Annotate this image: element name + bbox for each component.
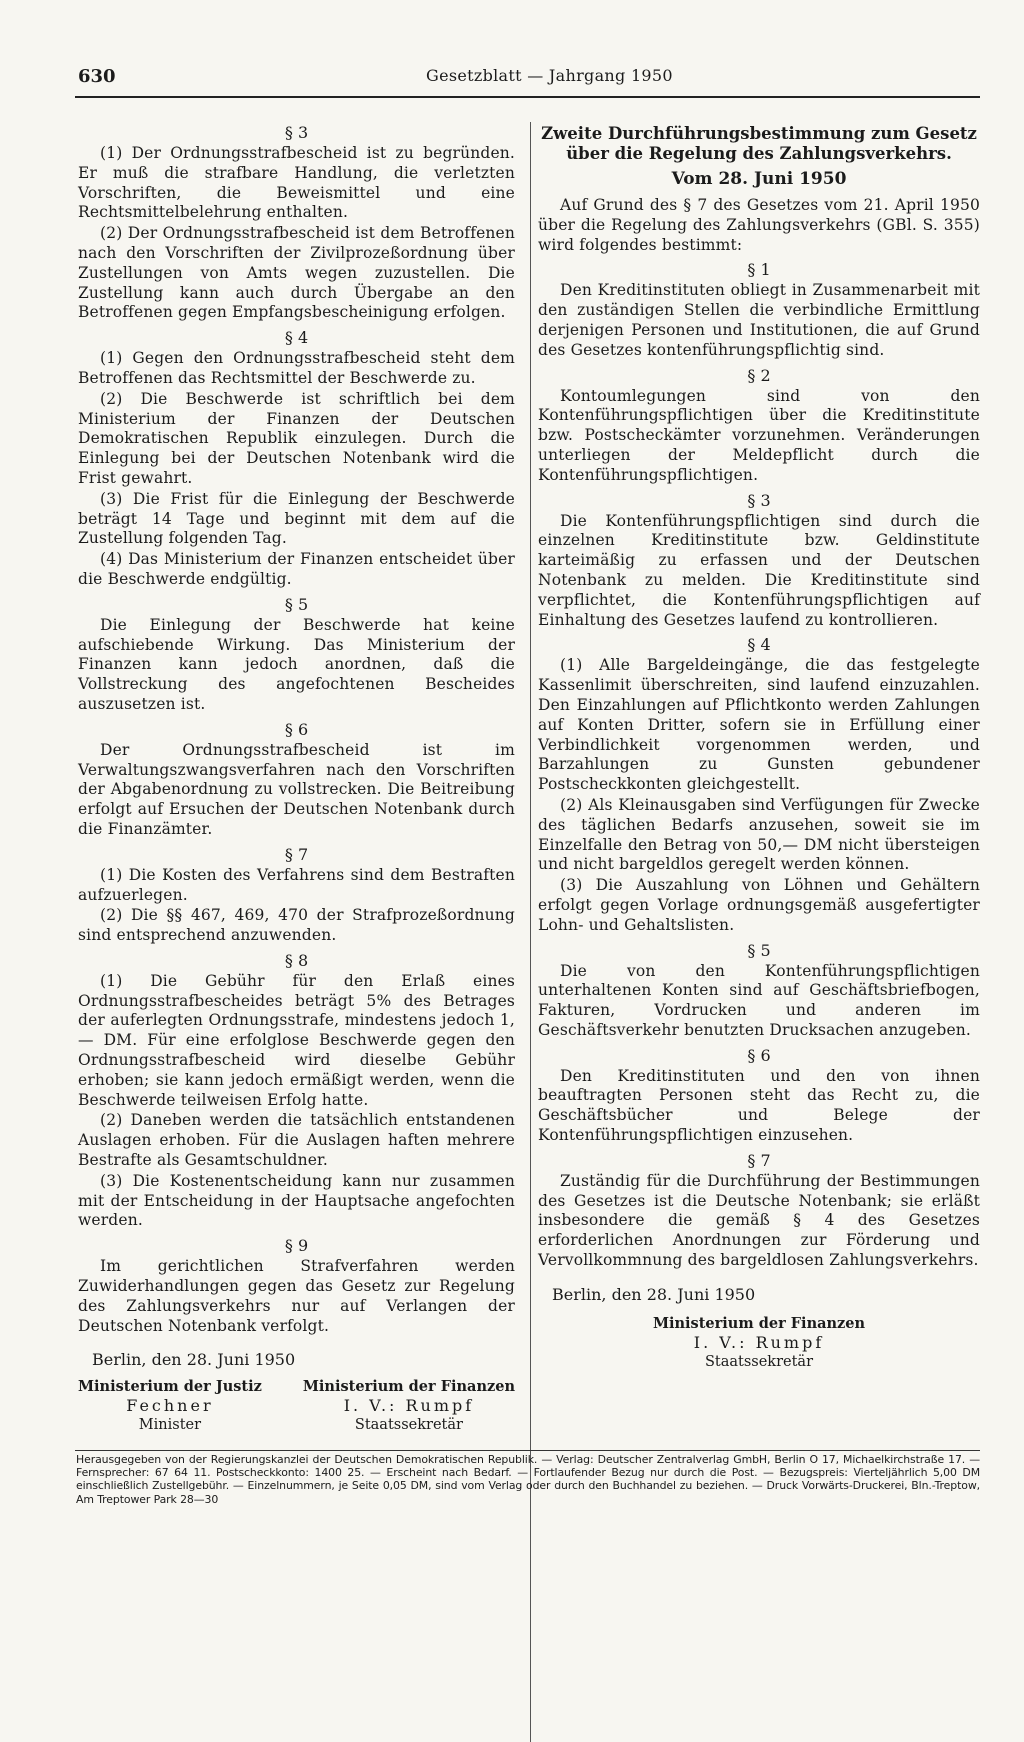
paragraph: (1) Die Gebühr für den Erlaß eines Ordnungsstrafbescheides beträgt 5% des Betrages der auferlegten Ordnungsstrafe, mindestens jedoch 1,— DM. Für eine erfolglose Beschwerde gegen den Ordnungsstrafbescheid wird dieselbe Gebühr erhoben; sie kann jedoch ermäßigt werden, wenn die Beschwerde teilweisen Erfolg hatte. bbox=[78, 971, 515, 1109]
signatory-title: Staatssekretär bbox=[354, 1417, 463, 1434]
paragraph: Der Ordnungsstrafbescheid ist im Verwaltungszwangsverfahren nach den Vorschriften der Abgabenordnung zu vollstrecken. Die Beitreibung erfolgt auf Ersuchen der Deutschen Notenbank durch die Finanzämter. bbox=[78, 740, 515, 838]
paragraph: (1) Gegen den Ordnungsstrafbescheid steht dem Betroffenen das Rechtsmittel der Beschwerde zu. bbox=[78, 349, 515, 387]
signatory-name: Fechner bbox=[126, 1396, 214, 1416]
signatory-name: I. V.: Rumpf bbox=[693, 1332, 825, 1352]
section-heading: § 6 bbox=[747, 1045, 771, 1065]
section-heading: § 2 bbox=[747, 365, 771, 385]
signatory-title: Minister bbox=[138, 1417, 202, 1434]
intro-paragraph: Auf Grund des § 7 des Gesetzes vom 21. April 1950 über die Regelung des Zahlungsverkehrs (GBl. S. 355) wird folgendes bestimmt: bbox=[538, 196, 980, 254]
section-heading: § 1 bbox=[747, 260, 771, 280]
signatory-title: Staatssekretär bbox=[704, 1353, 814, 1370]
paragraph: (3) Die Frist für die Einlegung der Beschwerde beträgt 14 Tage und beginnt mit dem auf die Zustellung folgenden Tag. bbox=[78, 489, 515, 548]
decree-date: Vom 28. Juni 1950 bbox=[671, 169, 847, 189]
paragraph: (2) Die §§ 467, 469, 470 der Strafprozeßordnung sind entsprechend anzuwenden. bbox=[78, 906, 515, 945]
paragraph: Die von den Kontenführungspflichtigen unterhaltenen Konten sind auf Geschäftsbriefbogen, Fakturen, Vordrucken und anderen im Geschäftsverkehr benutzten Drucksachen anzugeben. bbox=[538, 961, 980, 1039]
page-number: 630 bbox=[78, 66, 116, 87]
paragraph: (3) Die Kostenentscheidung kann nur zusammen mit der Entscheidung in der Hauptsache angefochten werden. bbox=[78, 1171, 515, 1230]
ministry-name: Ministerium der Finanzen bbox=[652, 1314, 866, 1332]
paragraph: Den Kreditinstituten und den von ihnen beauftragten Personen steht das Recht zu, die Geschäftsbücher und Belege der Kontenführungspflichtigen einzusehen. bbox=[538, 1066, 980, 1145]
section-heading: § 8 bbox=[284, 950, 309, 970]
left-column bbox=[78, 118, 515, 1434]
section-heading: § 4 bbox=[747, 635, 771, 655]
signature-justice bbox=[78, 1378, 262, 1434]
running-title: Gesetzblatt — Jahrgang 1950 bbox=[426, 66, 673, 85]
section-heading: § 7 bbox=[747, 1150, 771, 1170]
paragraph: Die Kontenführungspflichtigen sind durch die einzelnen Kreditinstitute bzw. Geldinstitute karteimäßig zu erfassen und der Deutschen Notenbank zu melden. Die Kreditinstitute sind verpflichtet, die Kontenführungspflichtigen auf Einhaltung des Gesetzes laufend zu kontrollieren. bbox=[538, 511, 980, 629]
signature-finance bbox=[538, 1315, 980, 1371]
publisher-imprint: Herausgegeben von der Regierungskanzlei der Deutschen Demokratischen Republik. — Verlag: Deutscher Zentralverlag GmbH, Berlin O 17, Michaelkirchstraße 17. — Fernsprecher: 67 64 11. Postscheckkonto: 1400 25. — Erscheint nach Bedarf. — Fortlaufender Bezug nur durch die Post. — Bezugspreis: Vierteljährlich 5,00 DM einschließlich Zustellgebühr. — Einzelnummern, je Seite 0,05 DM, sind vom Verlag oder durch den Buchhandel zu beziehen. — Druck Vorwärts-Druckerei, Bln.-Treptow, Am Treptower Park 28—30 bbox=[76, 1453, 980, 1506]
section-heading: § 5 bbox=[747, 940, 771, 960]
paragraph: (1) Die Kosten des Verfahrens sind dem Bestraften aufzuerlegen. bbox=[78, 865, 515, 904]
paragraph: (1) Der Ordnungsstrafbescheid ist zu begründen. Er muß die strafbare Handlung, die verletzten Vorschriften, die Beweismittel und eine Rechtsmittelbelehrung enthalten. bbox=[78, 144, 515, 222]
ministry-name: Ministerium der Justiz bbox=[78, 1378, 262, 1396]
paragraph: (2) Daneben werden die tatsächlich entstandenen Auslagen erhoben. Für die Auslagen haften mehrere Bestrafte als Gesamtschuldner. bbox=[78, 1111, 515, 1170]
place-date: Berlin, den 28. Juni 1950 bbox=[552, 1284, 756, 1304]
section-heading: § 3 bbox=[284, 123, 309, 142]
paragraph: Die Einlegung der Beschwerde hat keine aufschiebende Wirkung. Das Ministerium der Finanzen kann jedoch anordnen, daß die Vollstreckung des angefochtenen Bescheides auszusetzen ist. bbox=[78, 615, 515, 713]
paragraph: (1) Alle Bargeldeingänge, die das festgelegte Kassenlimit überschreiten, sind laufend einzuzahlen. Den Einzahlungen auf Pflichtkonto werden Zahlungen auf Konten Dritter, sofern sie in Erfüllung einer Verbindlichkeit vorgenommen werden, und Barzahlungen zu Gunsten gebundener Postscheckkonten gleichgestellt. bbox=[538, 656, 980, 794]
header-rule bbox=[75, 96, 980, 98]
footer-rule bbox=[75, 1450, 980, 1451]
paragraph: (3) Die Auszahlung von Löhnen und Gehältern erfolgt gegen Vorlage ordnungsgemäß ausgefertigter Lohn- und Gehaltslisten. bbox=[538, 876, 980, 934]
signatory-name: I. V.: Rumpf bbox=[343, 1396, 475, 1416]
right-column bbox=[538, 118, 980, 1371]
place-date: Berlin, den 28. Juni 1950 bbox=[92, 1350, 296, 1370]
paragraph: (2) Als Kleinausgaben sind Verfügungen für Zwecke des täglichen Bedarfs anzusehen, soweit sie im Einzelfalle den Betrag von 50,— DM nicht übersteigen und nicht bargeldlos geregelt werden können. bbox=[538, 795, 980, 874]
paragraph: Im gerichtlichen Strafverfahren werden Zuwiderhandlungen gegen das Gesetz zur Regelung des Zahlungsverkehrs nur auf Verlangen der Deutschen Notenbank verfolgt. bbox=[78, 1257, 515, 1335]
paragraph: (2) Der Ordnungsstrafbescheid ist dem Betroffenen nach den Vorschriften der Zivilprozeßordnung über Zustellungen von Amts wegen zuzustellen. Die Zustellung kann auch durch Übergabe an den Betroffenen gegen Empfangsbescheinigung erfolgen. bbox=[78, 224, 515, 322]
paragraph: Zuständig für die Durchführung der Bestimmungen des Gesetzes ist die Deutsche Notenbank; sie erläßt insbesondere die gemäß § 4 des Gesetzes erforderlichen Anordnungen zur Förderung und Vervollkommnung des bargeldlosen Zahlungsverkehrs. bbox=[538, 1171, 980, 1270]
paragraph: Kontoumlegungen sind von den Kontenführungspflichtigen über die Kreditinstitute bzw. Postscheckämter vorzunehmen. Veränderungen unterliegen der Meldepflicht durch die Kontenführungspflichtigen. bbox=[538, 386, 980, 484]
section-heading: § 6 bbox=[284, 719, 309, 739]
ministry-name: Ministerium der Finanzen bbox=[302, 1378, 515, 1396]
signature-finance bbox=[303, 1378, 515, 1434]
section-heading: § 9 bbox=[284, 1236, 309, 1256]
decree-title: Zweite Durchführungsbestimmung zum Gesetz über die Regelung des Zahlungsverkehrs. bbox=[541, 124, 977, 163]
paragraph: (4) Das Ministerium der Finanzen entscheidet über die Beschwerde endgültig. bbox=[78, 550, 515, 588]
section-heading: § 7 bbox=[284, 844, 309, 864]
section-heading: § 3 bbox=[747, 490, 771, 510]
section-heading: § 5 bbox=[284, 594, 309, 614]
signature-row bbox=[78, 1378, 515, 1434]
paragraph: Den Kreditinstituten obliegt in Zusammenarbeit mit den zuständigen Stellen die verbindliche Ermittlung derjenigen Personen und Institutionen, die auf Grund des Gesetzes kontenführungspflichtig sind. bbox=[538, 281, 980, 359]
section-heading: § 4 bbox=[284, 328, 309, 348]
paragraph: (2) Die Beschwerde ist schriftlich bei dem Ministerium der Finanzen der Deutschen Demokratischen Republik einzulegen. Durch die Einlegung bei der Deutschen Notenbank wird die Frist gewahrt. bbox=[78, 389, 515, 487]
